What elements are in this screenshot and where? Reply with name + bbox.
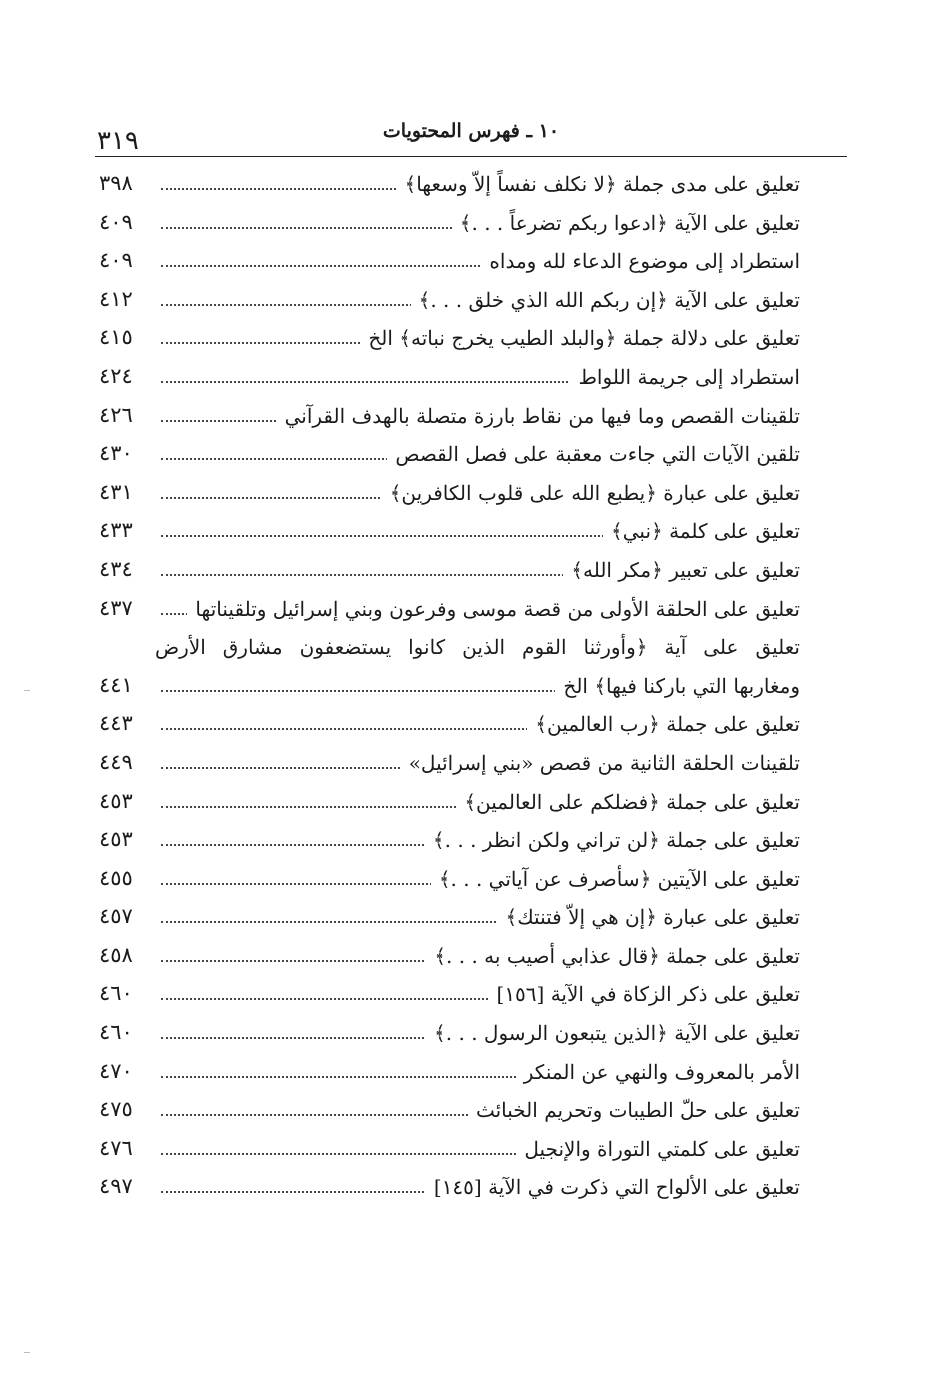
margin-mark xyxy=(24,690,30,691)
toc-entry xyxy=(95,477,800,516)
toc-entry-title: تلقين الآيات التي جاءت معقبة على فصل القصص xyxy=(387,442,800,466)
toc-entry-title: تعليق على دلالة جملة ﴿والبلد الطيب يخرج نباته﴾ الخ xyxy=(360,326,800,350)
toc-entry xyxy=(95,1171,800,1210)
toc-entry xyxy=(95,901,800,940)
toc-entry-title: تعليق على الآية ﴿الذين يتبعون الرسول . . .﴾ xyxy=(426,1021,800,1045)
toc-entry-page: ٤٠٩ xyxy=(99,248,133,273)
toc-entry-title: الأمر بالمعروف والنهي عن المنكر xyxy=(516,1060,800,1084)
toc-entry-page: ٤٣٤ xyxy=(99,556,133,581)
toc-entry-page: ٤٤٩ xyxy=(99,749,133,774)
toc-entry-page: ٤٣٣ xyxy=(99,518,133,543)
toc-entry xyxy=(95,978,800,1017)
toc-entry-title: تعليق على جملة ﴿فضلكم على العالمين﴾ xyxy=(456,790,800,814)
toc-entry-page: ٤٥٧ xyxy=(99,904,133,929)
toc-entry-page: ٤٣٧ xyxy=(99,595,133,620)
toc-entry-title: استطراد إلى موضوع الدعاء لله ومداه xyxy=(481,249,800,273)
toc-entry-title: تعليق على مدى جملة ﴿لا نكلف نفساً إلاّ وسعها﴾ xyxy=(396,172,800,196)
toc-entry-page: ٤١٥ xyxy=(99,325,133,350)
toc-entry xyxy=(95,940,800,979)
toc-entry xyxy=(95,1094,800,1133)
toc-entry xyxy=(95,593,800,632)
toc-entry-page: ٤٦٠ xyxy=(99,981,133,1006)
toc-entry-page: ٤٣١ xyxy=(99,479,133,504)
toc-entry xyxy=(95,400,800,439)
toc-entry xyxy=(95,670,800,709)
toc-entry-page: ٤٢٦ xyxy=(99,402,133,427)
toc-entry xyxy=(95,284,800,323)
toc-entry-page: ٤٣٠ xyxy=(99,441,133,466)
toc-entry xyxy=(95,515,800,554)
toc-entry-title: تلقينات القصص وما فيها من نقاط بارزة متصلة بالهدف القرآني xyxy=(277,404,800,428)
table-of-contents xyxy=(95,168,800,1210)
toc-entry-page: ٤٥٥ xyxy=(99,865,133,890)
toc-entry-page: ٤٧٥ xyxy=(99,1097,133,1122)
toc-entry xyxy=(95,863,800,902)
toc-entry-page: ٤٥٣ xyxy=(99,827,133,852)
toc-entry xyxy=(95,747,800,786)
toc-entry-title: تعليق على عبارة ﴿إن هي إلاّ فتنتك﴾ xyxy=(497,905,800,929)
toc-entry-title: تعليق على الآية ﴿إن ربكم الله الذي خلق . . .﴾ xyxy=(411,288,800,312)
running-header xyxy=(95,112,847,157)
toc-entry-title: تعليق على كلمتي التوراة والإنجيل xyxy=(516,1137,800,1161)
toc-entry-page: ٤٦٠ xyxy=(99,1020,133,1045)
toc-entry-title: تعليق على الحلقة الأولى من قصة موسى وفرعون وبني إسرائيل وتلقيناتها xyxy=(187,597,800,621)
toc-entry-page: ٤٤١ xyxy=(99,672,133,697)
toc-entry-title: تعليق على آية ﴿وأورثنا القوم الذين كانوا يستضعفون مشارق الأرض xyxy=(155,635,800,660)
toc-entry-title: تعليق على تعبير ﴿مكر الله﴾ xyxy=(563,558,800,582)
toc-entry xyxy=(95,708,800,747)
toc-entry-title: ومغاربها التي باركنا فيها﴾ الخ xyxy=(555,674,800,698)
header-page-number: ٣١٩ xyxy=(97,126,139,156)
toc-entry-title: تعليق على الآيتين ﴿سأصرف عن آياتي . . .﴾ xyxy=(431,867,800,891)
toc-entry xyxy=(95,361,800,400)
toc-entry-page: ٣٩٨ xyxy=(99,171,133,195)
toc-entry xyxy=(95,824,800,863)
toc-entry-page: ٤٩٧ xyxy=(99,1174,133,1199)
toc-entry-page: ٤٧٦ xyxy=(99,1135,133,1160)
toc-entry-page: ٤٥٨ xyxy=(99,942,133,967)
toc-entry-title: تعليق على الآية ﴿ادعوا ربكم تضرعاً . . .﴾ xyxy=(452,211,800,235)
toc-entry-page: ٤٢٤ xyxy=(99,363,133,388)
toc-entry-title: استطراد إلى جريمة اللواط xyxy=(570,365,800,389)
toc-entry-page: ٤٠٩ xyxy=(99,209,133,234)
toc-entry-page: ٤٤٣ xyxy=(99,711,133,736)
toc-entry-title: تعليق على حلّ الطيبات وتحريم الخبائث xyxy=(468,1098,800,1122)
margin-mark xyxy=(24,1352,30,1353)
toc-entry xyxy=(95,438,800,477)
toc-entry-title: تعليق على جملة ﴿قال عذابي أصيب به . . .﴾ xyxy=(426,944,800,968)
header-title: ١٠ ـ فهرس المحتويات xyxy=(382,120,560,142)
toc-entry-title: تعليق على عبارة ﴿يطبع الله على قلوب الكافرين﴾ xyxy=(382,481,800,505)
toc-entry xyxy=(95,207,800,246)
toc-entry xyxy=(95,631,800,670)
toc-entry-title: تعليق على ذكر الزكاة في الآية [١٥٦] xyxy=(489,982,801,1006)
toc-entry xyxy=(95,1133,800,1172)
toc-entry-page: ٤٧٠ xyxy=(99,1058,133,1083)
toc-entry-page: ٤٥٣ xyxy=(99,788,133,813)
toc-entry-title: تعليق على جملة ﴿لن تراني ولكن انظر . . .﴾ xyxy=(425,828,800,852)
toc-entry xyxy=(95,245,800,284)
toc-entry-title: تعليق على الألواح التي ذكرت في الآية [١٤٥] xyxy=(426,1175,800,1199)
toc-entry-title: تلقينات الحلقة الثانية من قصص «بني إسرائيل» xyxy=(401,751,800,775)
toc-entry-title: تعليق على كلمة ﴿نبي﴾ xyxy=(603,519,800,543)
toc-entry xyxy=(95,168,800,207)
toc-entry xyxy=(95,554,800,593)
toc-entry xyxy=(95,786,800,825)
toc-entry xyxy=(95,1056,800,1095)
toc-entry-page: ٤١٢ xyxy=(99,286,133,311)
toc-entry xyxy=(95,1017,800,1056)
toc-entry-title: تعليق على جملة ﴿رب العالمين﴾ xyxy=(527,712,800,736)
toc-entry xyxy=(95,322,800,361)
